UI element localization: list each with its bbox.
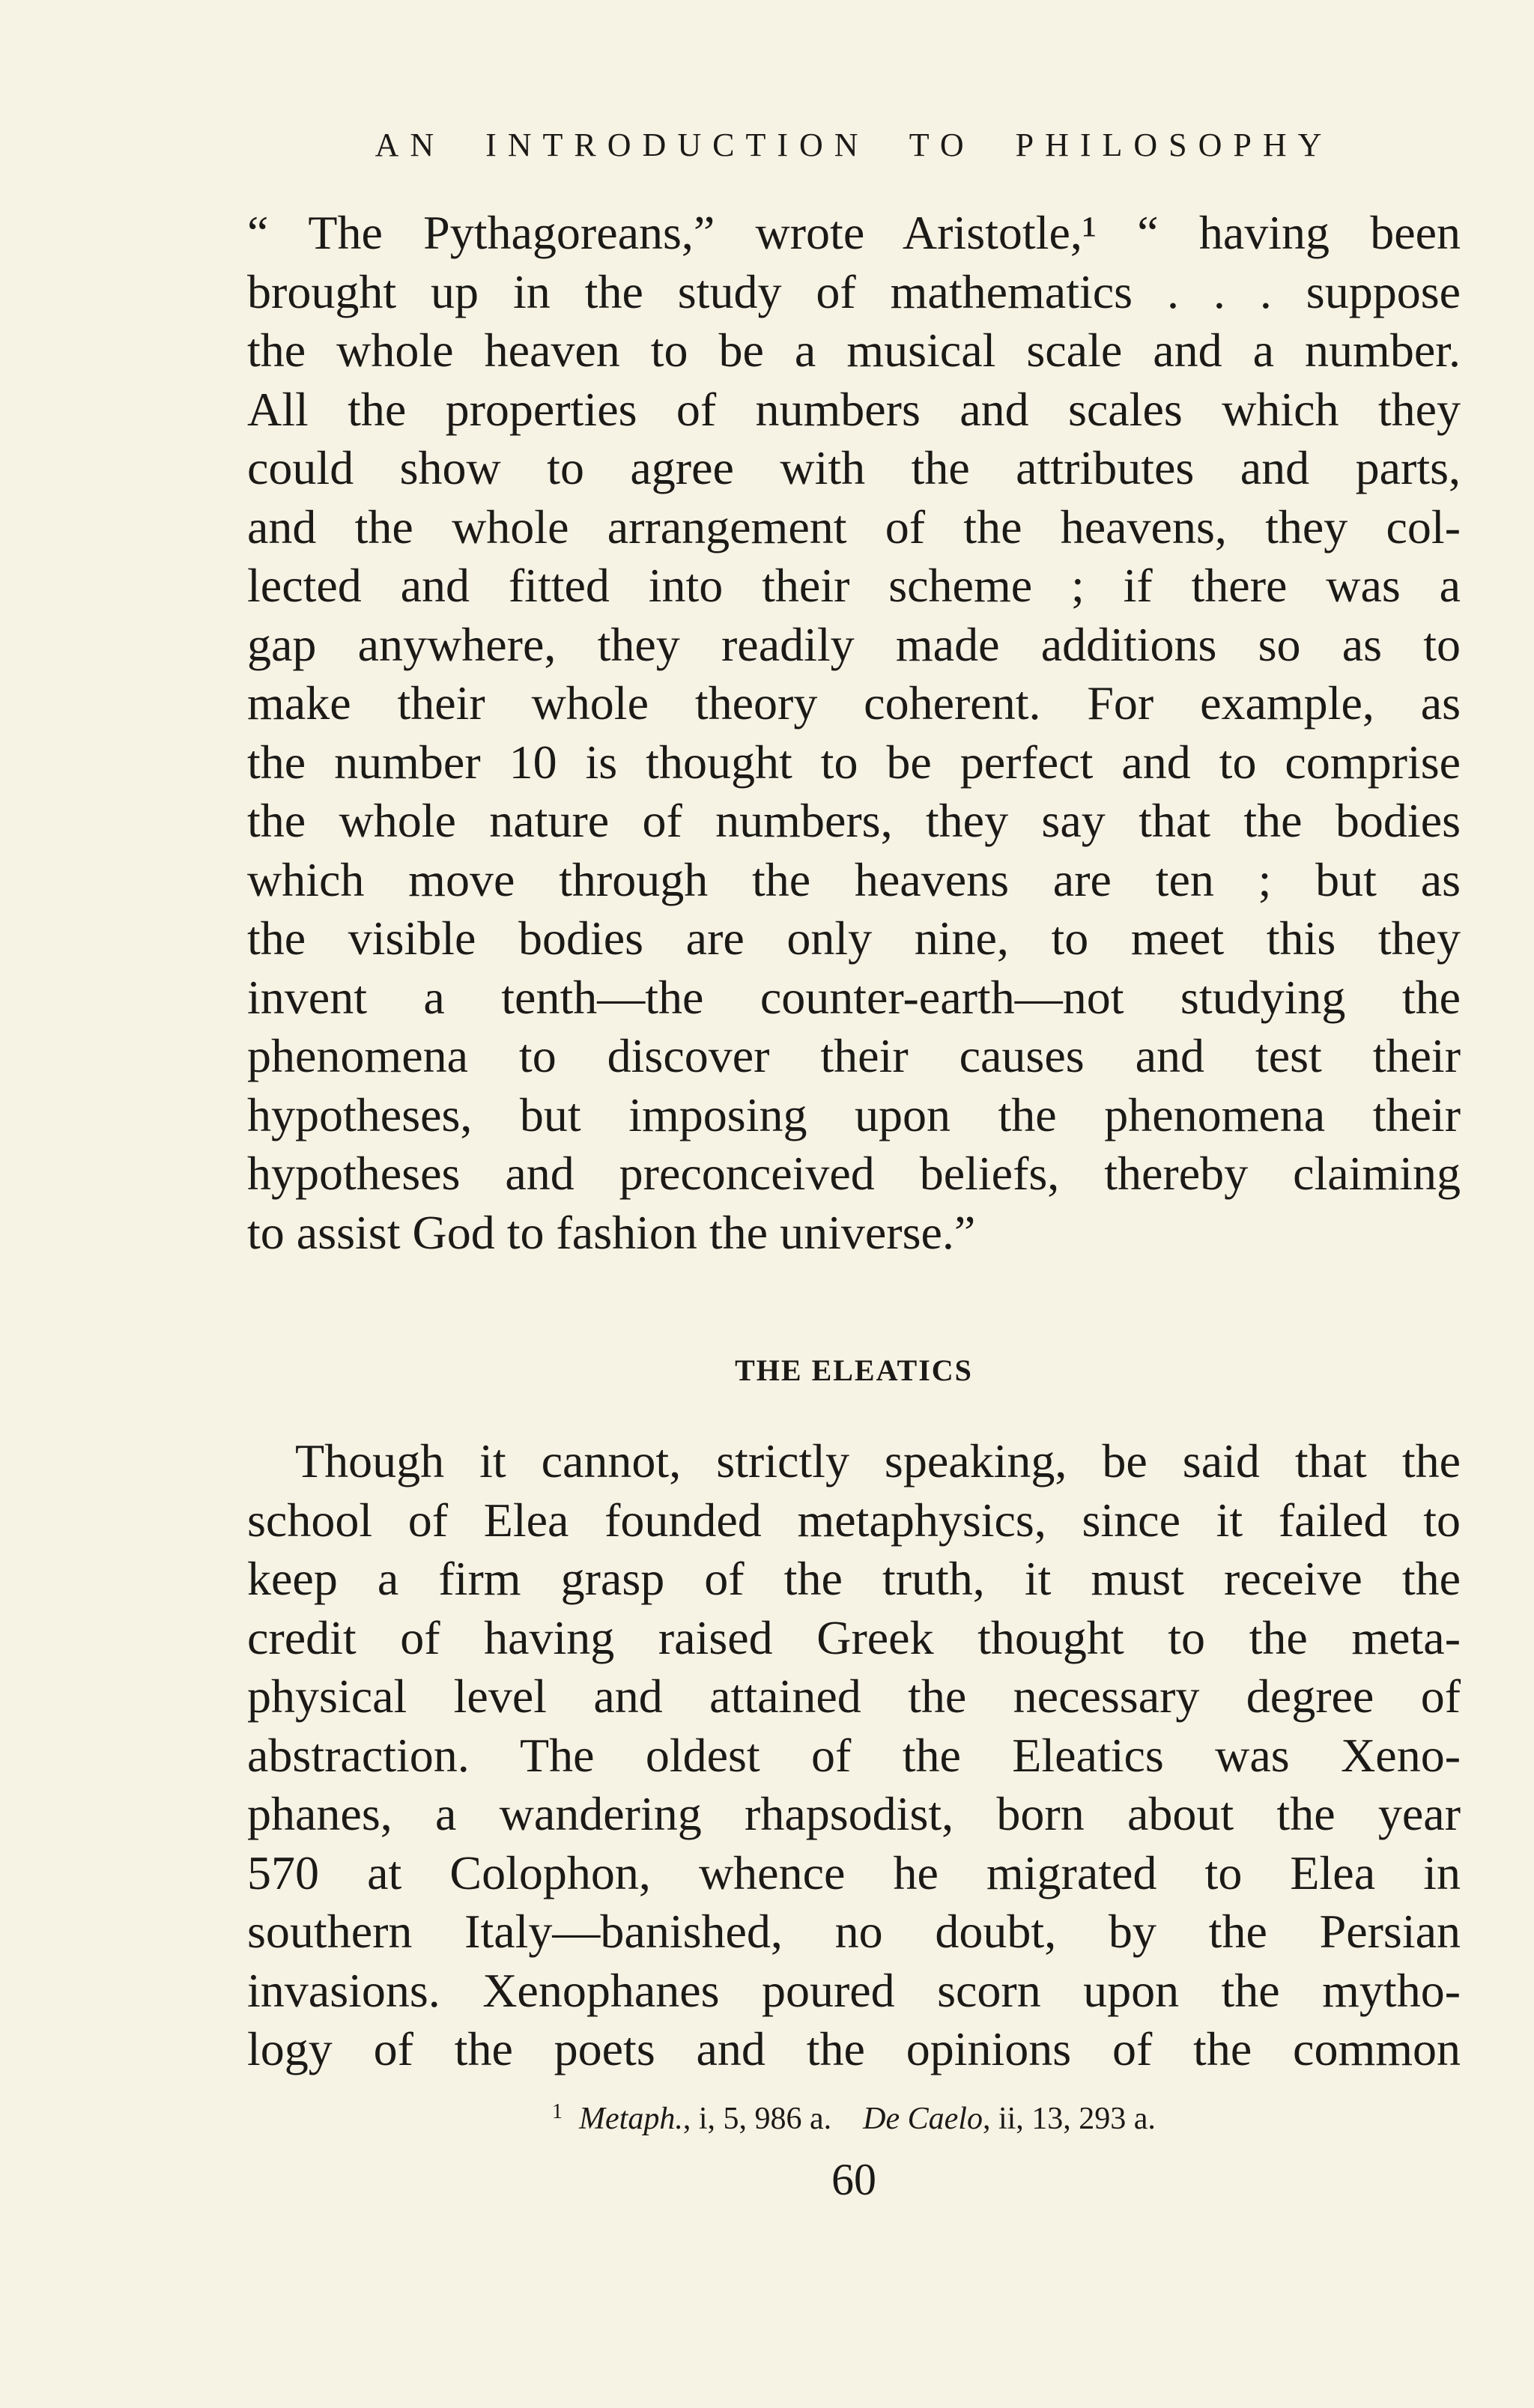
text-line: physical level and attained the necessary degree of (247, 1669, 1461, 1723)
text-line: southern Italy—banished, no doubt, by the Persian (247, 1905, 1461, 1958)
page-number: 60 (831, 2155, 876, 2204)
text-line: the whole heaven to be a musical scale and a number. (247, 324, 1461, 377)
text-line: invasions. Xenophanes poured scorn upon the mytho- (247, 1963, 1461, 2017)
text-line: phanes, a wandering rhapsodist, born about the year (247, 1787, 1461, 1840)
text-line: the visible bodies are only nine, to meet this they (247, 912, 1461, 965)
text-line: lected and fitted into their scheme ; if there was a (247, 559, 1461, 612)
text-line: abstraction. The oldest of the Eleatics was Xeno- (247, 1728, 1461, 1782)
running-head: AN INTRODUCTION TO PHILOSOPHY (375, 127, 1333, 163)
text-line: Though it cannot, strictly speaking, be said that the (295, 1434, 1461, 1487)
text-line: hypotheses, but imposing upon the phenomena their (247, 1088, 1461, 1141)
text-line: the whole nature of numbers, they say that the bodies (247, 794, 1461, 847)
footnote-mark: 1 (552, 2100, 563, 2123)
footnote-ref-de-caelo: De Caelo (863, 2102, 983, 2136)
footnote (247, 2090, 1461, 2141)
text-line: the number 10 is thought to be perfect and to comprise (247, 735, 1461, 789)
text-line: logy of the poets and the opinions of the common (247, 2022, 1461, 2075)
text-line: and the whole arrangement of the heavens, they col- (247, 500, 1461, 554)
footnote-ref-de-caelo-location: , ii, 13, 293 a. (982, 2102, 1156, 2136)
eleatics-paragraph (247, 1432, 1461, 2079)
text-line: school of Elea founded metaphysics, since it failed to (247, 1493, 1461, 1547)
text-line: keep a firm grasp of the truth, it must receive the (247, 1552, 1461, 1605)
text-line: credit of having raised Greek thought to the meta- (247, 1610, 1461, 1664)
text-line: phenomena to discover their causes and test their (247, 1029, 1461, 1082)
text-line: which move through the heavens are ten ; but as (247, 852, 1461, 906)
text-line: invent a tenth—the counter-earth—not studying the (247, 970, 1461, 1024)
text-line: gap anywhere, they readily made additions so as to (247, 617, 1461, 671)
text-line: make their whole theory coherent. For example, as (247, 676, 1461, 730)
text-line: “ The Pythagoreans,” wrote Aristotle,¹ “ having been (247, 206, 1461, 259)
text-line: brought up in the study of mathematics . . . suppose (247, 264, 1461, 318)
text-line: 570 at Colophon, whence he migrated to Elea in (247, 1846, 1461, 1899)
footnote-ref-metaphysics-location: , i, 5, 986 a. (682, 2102, 832, 2136)
text-line: All the properties of numbers and scales which they (247, 382, 1461, 436)
text-line: hypotheses and preconceived beliefs, thereby claiming (247, 1147, 1461, 1200)
text-line: could show to agree with the attributes and parts, (247, 441, 1461, 494)
text-line: to assist God to fashion the universe.” (247, 1205, 976, 1259)
footnote-ref-metaphysics: Metaph. (579, 2102, 683, 2136)
quote-paragraph (247, 204, 1461, 1262)
section-heading: THE ELEATICS (735, 1353, 973, 1387)
